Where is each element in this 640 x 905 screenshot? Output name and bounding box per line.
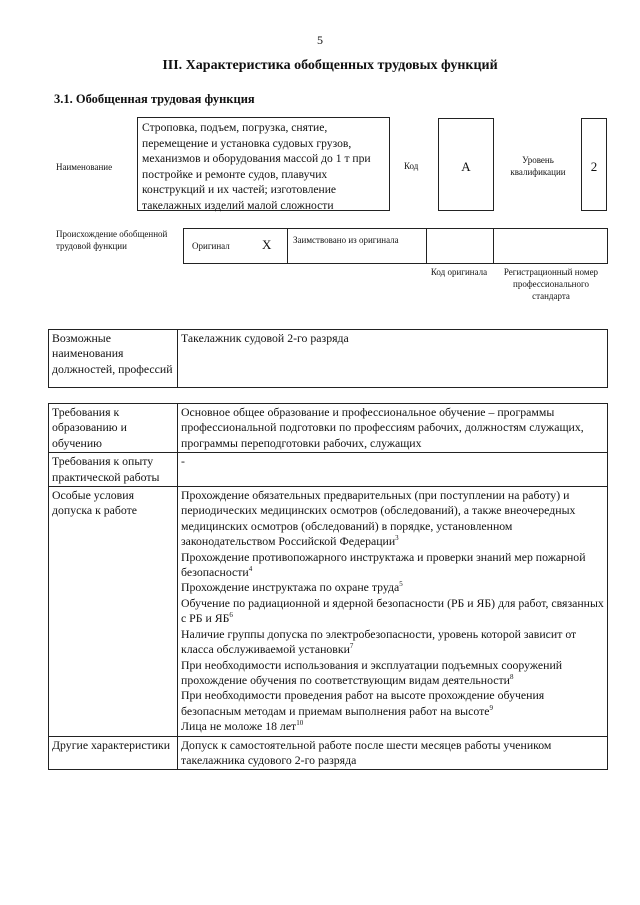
- name-label: Наименование: [56, 162, 113, 172]
- code-label: Код: [404, 161, 419, 171]
- code-value: A: [461, 159, 471, 174]
- function-name-value: Строповка, подъем, погрузка, снятие, перемещение и установка судовых грузов, механизмов и оборудования массой до 1 т при постройке и ремонте судов, плавучих конструкций и их частей; изготовление такелажных изделий малой сложности: [137, 117, 390, 211]
- condition-item: Обучение по радиационной и ядерной безопасности (РБ и ЯБ) для работ, связанных с РБ и $ЯБ^6$: [181, 595, 604, 626]
- divider: [493, 229, 494, 263]
- condition-item: Лица не моложе 18 лет$^{10}$: [181, 719, 304, 734]
- experience-label: Требования к опыту практической работы: [49, 453, 178, 487]
- positions-table: [48, 329, 608, 388]
- reg-number-caption: Регистрационный номер профессионального стандарта: [503, 267, 599, 301]
- divider: [287, 229, 288, 263]
- original-mark: X: [262, 237, 272, 252]
- condition-item: Наличие группы допуска по электробезопасности, уровень которой зависит от класса обслуживаемой установки$^7$: [181, 626, 577, 657]
- code-original-caption: Код оригинала: [430, 267, 488, 277]
- origin-table: [183, 228, 608, 264]
- requirements-table: [48, 403, 608, 770]
- level-box: [581, 118, 607, 211]
- table-row: [49, 736, 608, 770]
- table-row: [49, 404, 608, 453]
- condition-item: Прохождение противопожарного инструктажа и проверки знаний мер пожарной безопасности$^4$: [181, 549, 586, 580]
- positions-value: Такелажник судовой 2-го разряда: [178, 330, 608, 388]
- education-value: Основное общее образование и профессиональное обучение – программы профессиональной подготовки по профессиям рабочих, должностям служащих, программы переподготовки рабочих, служащих: [178, 404, 608, 453]
- experience-value: -: [178, 453, 608, 487]
- section-title: III. Характеристика обобщенных трудовых функций: [162, 58, 498, 73]
- condition-item: При необходимости использования и эксплуатации подъемных сооружений прохождение обучения по соответствующим видам деятельности$^8$: [181, 657, 563, 687]
- conditions-list: [178, 487, 608, 737]
- divider: [426, 229, 427, 263]
- other-label: Другие характеристики: [49, 736, 178, 770]
- level-value: 2: [590, 159, 598, 174]
- page-number: 5: [317, 33, 323, 47]
- other-value: Допуск к самостоятельной работе после шести месяцев работы учеником такелажника судового 2-го разряда: [178, 736, 608, 770]
- education-label: Требования к образованию и обучению: [49, 404, 178, 453]
- condition-item: При необходимости проведения работ на высоте прохождение обучения безопасным методам и приемам выполнения работ на высоте$^9$: [181, 688, 545, 718]
- table-row: [49, 453, 608, 487]
- level-label: Уровень квалификации: [510, 155, 566, 177]
- conditions-label: Особые условия допуска к работе: [49, 487, 178, 737]
- code-box: [438, 118, 494, 211]
- condition-item: Прохождение инструктажа по охране труда$^5$: [181, 580, 403, 595]
- condition-item: Прохождение обязательных предварительных (при поступлении на работу) и периодических медицинских осмотров (обследований), а также внеочередных медицинских осмотров (обследований) в порядке, установленном законодательством Российской Федерации$^3$: [181, 488, 576, 549]
- positions-label: Возможные наименования должностей, профессий: [49, 330, 178, 388]
- borrowed-label: Заимствовано из оригинала: [293, 235, 399, 245]
- table-row: [49, 487, 608, 737]
- origin-label: Происхождение обобщенной трудовой функции: [56, 229, 168, 251]
- subsection-title: 3.1. Обобщенная трудовая функция: [54, 92, 255, 106]
- original-label: Оригинал: [192, 241, 230, 251]
